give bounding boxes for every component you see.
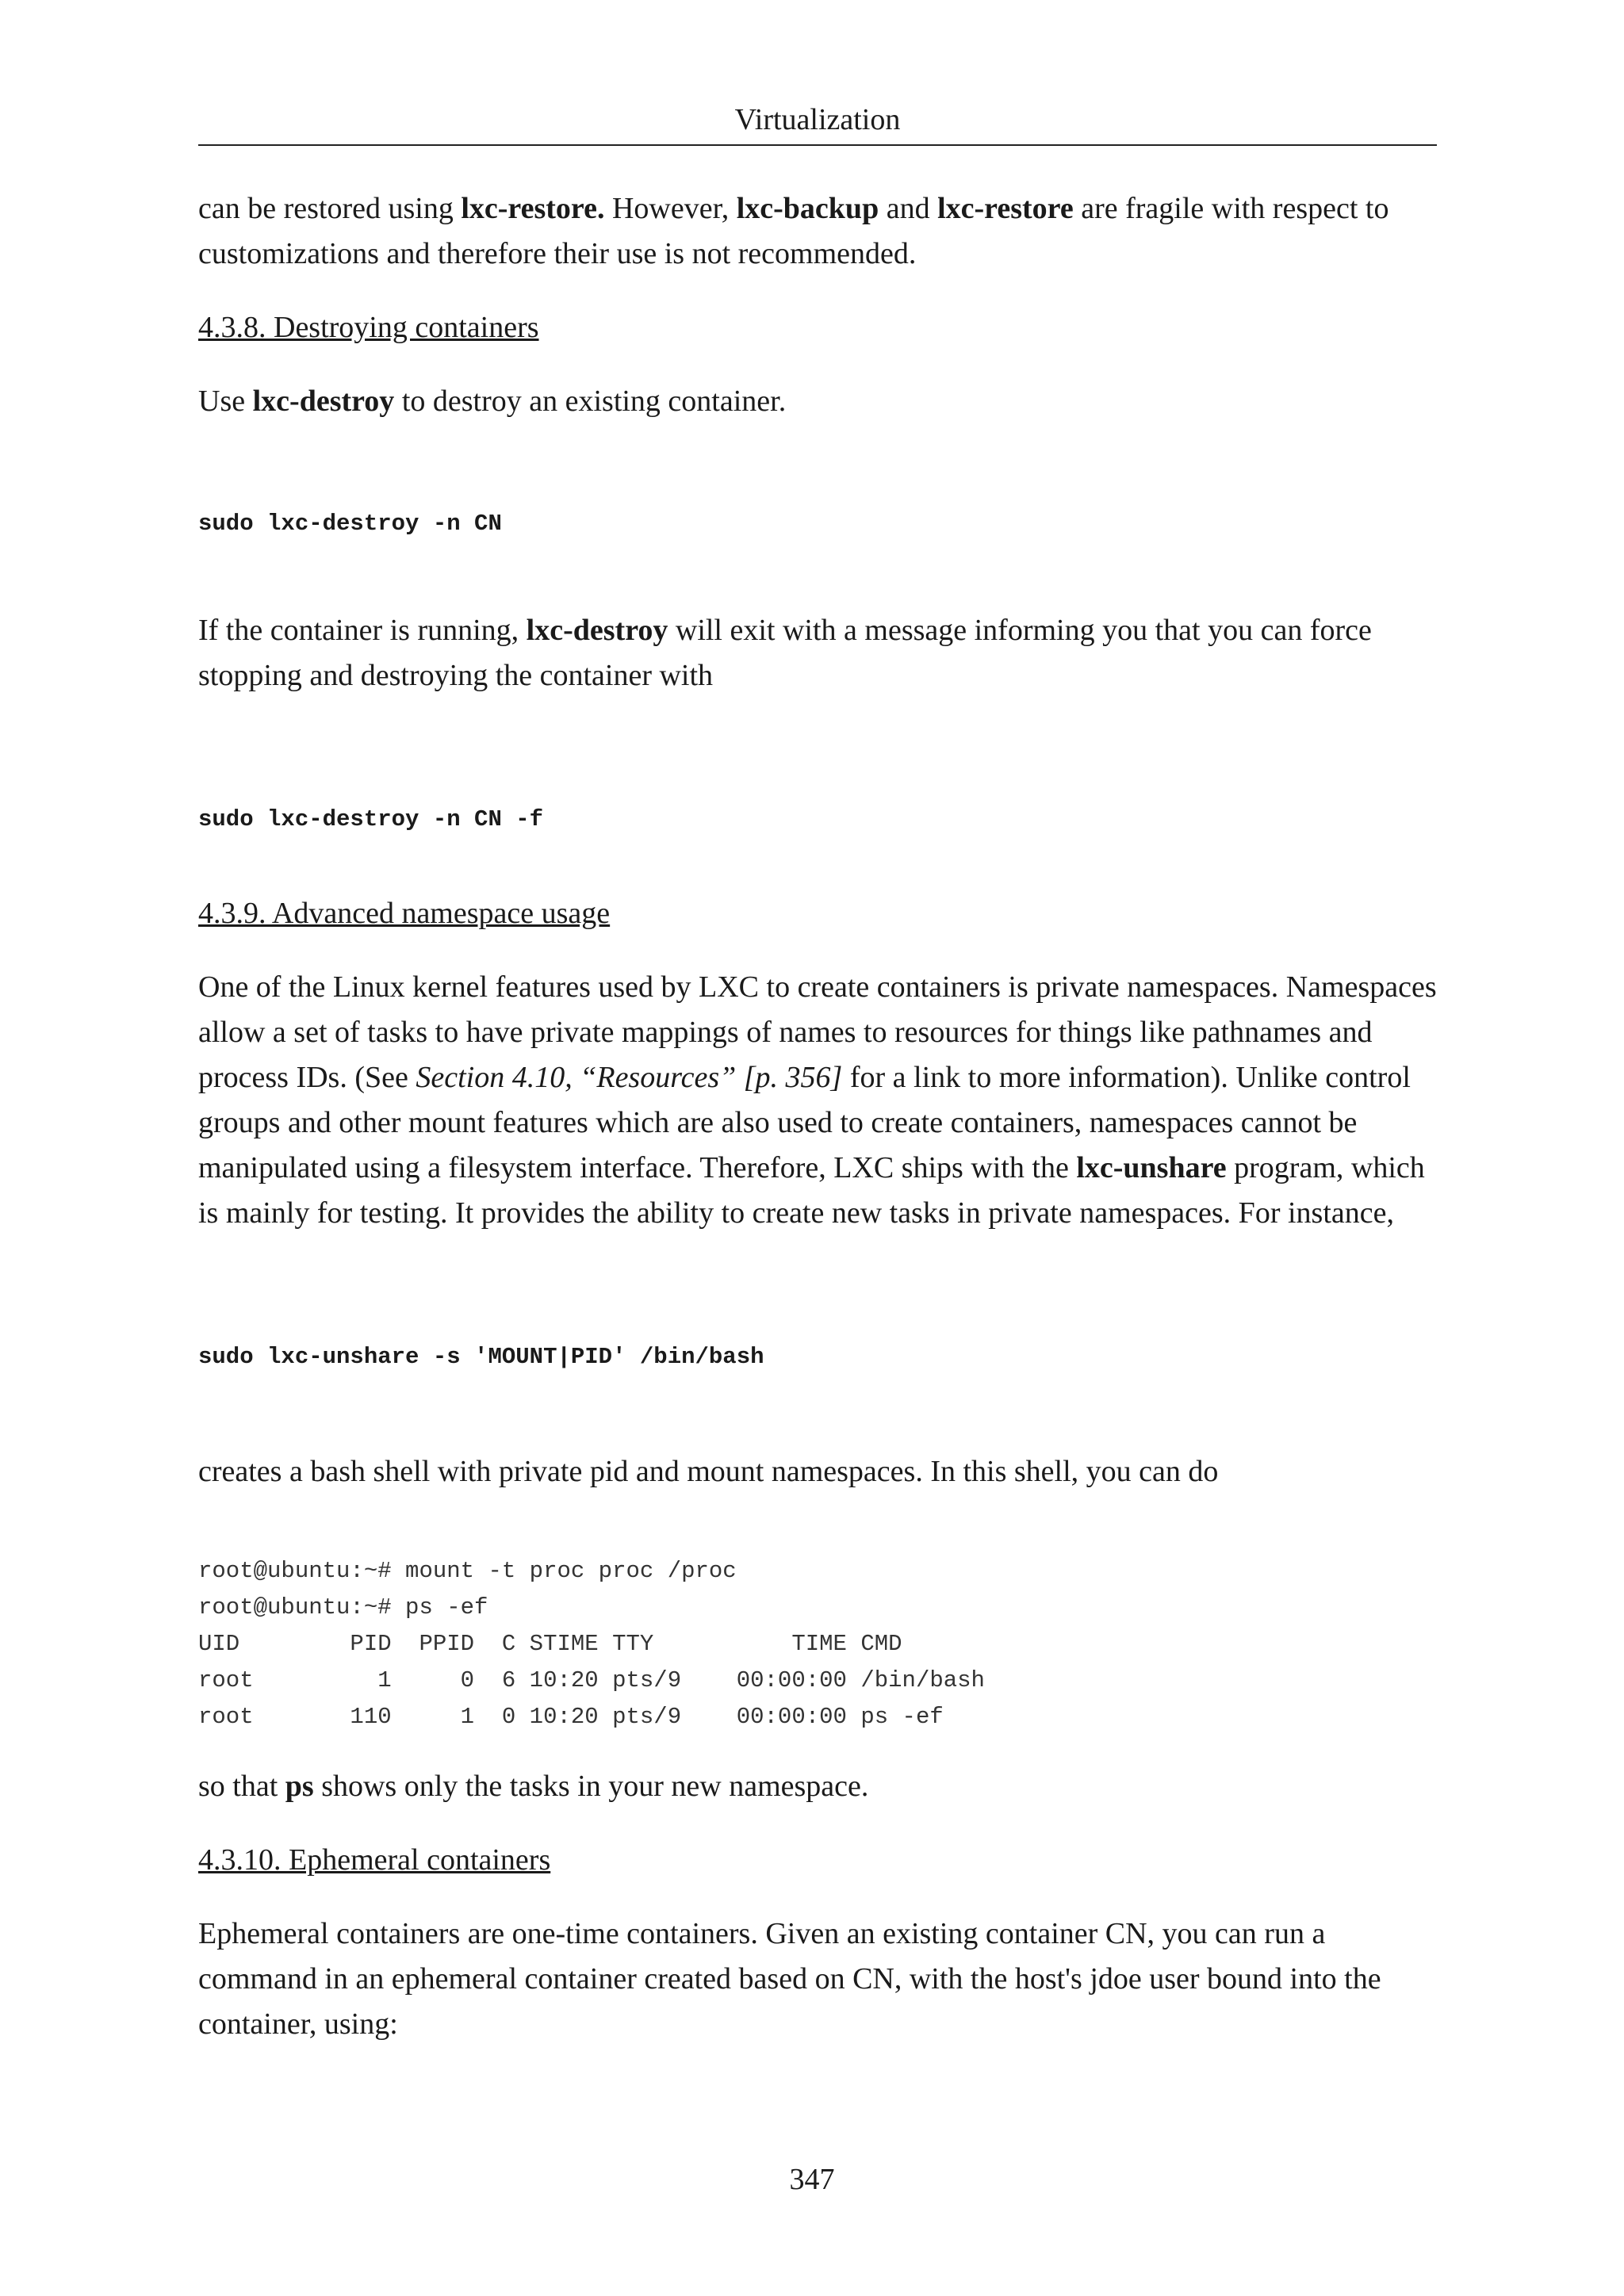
text-run: One of the Linux kernel features used by LXC to create containers is private namespaces. Namespaces allow a set of tasks to have private mappings of names to resources for things like pathnames and process IDs. (See [198, 970, 1437, 1094]
intro-paragraph [198, 186, 1437, 277]
section-heading-4-3-9: 4.3.9. Advanced namespace usage [198, 897, 611, 930]
text-run: for a link to more information). Unlike control groups and other mount features which are also used to create containers, namespaces cannot be manipulated using a filesystem interface. Therefore, LXC ships with the [198, 1061, 1411, 1184]
terminal-line: root@ubuntu:~# ps -ef [198, 1594, 488, 1621]
code-line: sudo lxc-destroy -n CN [198, 511, 502, 537]
command-name: lxc-backup [736, 192, 879, 225]
running-header: Virtualization [198, 95, 1437, 146]
terminal-line: UID PID PPID C STIME TTY TIME CMD [198, 1631, 902, 1657]
terminal-output [198, 1553, 1437, 1735]
paragraph [198, 965, 1437, 1236]
paragraph [198, 608, 1437, 698]
paragraph [198, 1764, 1437, 1809]
section-heading-4-3-10: 4.3.10. Ephemeral containers [198, 1843, 551, 1877]
text-run: shows only the tasks in your new namespace. [313, 1770, 869, 1803]
code-line: sudo lxc-destroy -n CN -f [198, 806, 544, 832]
command-name: lxc-destroy [526, 614, 668, 647]
text-run: can be restored using [198, 192, 462, 225]
text-run: However, [604, 192, 737, 225]
text-run: so that [198, 1770, 285, 1803]
code-line: sudo lxc-unshare -s 'MOUNT|PID' /bin/bash [198, 1344, 764, 1370]
terminal-line: root@ubuntu:~# mount -t proc proc /proc [198, 1558, 737, 1584]
command-name: lxc-restore [937, 192, 1074, 225]
text-run: program, which is mainly for testing. It provides the ability to create new tasks in private namespaces. For instance, [198, 1151, 1425, 1230]
text-run: to destroy an existing container. [394, 385, 787, 418]
page-body [198, 186, 1437, 2047]
paragraph: creates a bash shell with private pid and mount namespaces. In this shell, you can do [198, 1455, 1219, 1488]
paragraph [198, 379, 1437, 424]
page-number: 347 [789, 2163, 835, 2196]
text-run: will exit with a message informing you that you can force stopping and destroying the container with [198, 614, 1372, 692]
text-run: are fragile with respect to customizations and therefore their use is not recommended. [198, 192, 1389, 270]
cross-reference: Section 4.10, “Resources” [p. 356] [416, 1061, 843, 1094]
command-name: lxc-unshare [1076, 1151, 1227, 1184]
command-name: ps [285, 1770, 314, 1803]
text-run: Use [198, 385, 253, 418]
terminal-line: root 1 0 6 10:20 pts/9 00:00:00 /bin/bash [198, 1667, 985, 1693]
section-heading-4-3-8: 4.3.8. Destroying containers [198, 311, 539, 344]
text-run: and [879, 192, 938, 225]
command-name: lxc-restore. [461, 192, 605, 225]
terminal-line: root 110 1 0 10:20 pts/9 00:00:00 ps -ef [198, 1704, 944, 1730]
text-run: If the container is running, [198, 614, 527, 647]
command-name: lxc-destroy [252, 385, 395, 418]
paragraph: Ephemeral containers are one-time containers. Given an existing container CN, you can run a command in an ephemeral container created based on CN, with the host's jdoe user bound into the container, using: [198, 1917, 1381, 2041]
